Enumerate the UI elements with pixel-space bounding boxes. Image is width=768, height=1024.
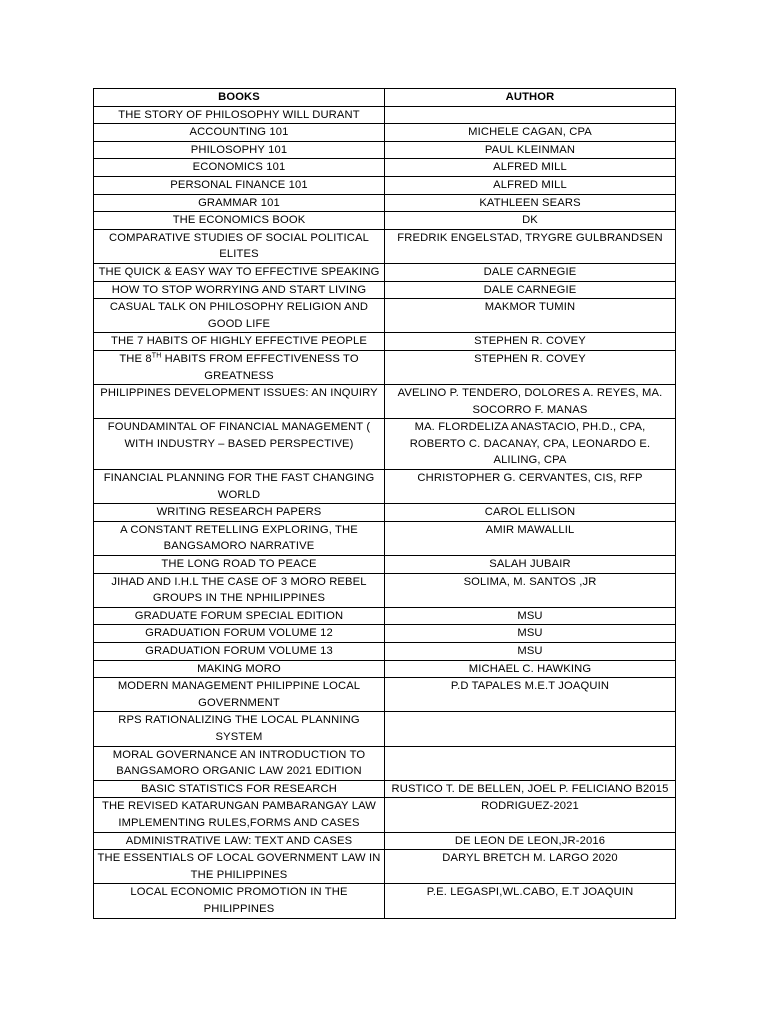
book-title-cell: ECONOMICS 101 xyxy=(94,159,385,177)
book-title-cell: MORAL GOVERNANCE AN INTRODUCTION TO BANGSAMORO ORGANIC LAW 2021 EDITION xyxy=(94,746,385,780)
book-title-cell: GRADUATION FORUM VOLUME 13 xyxy=(94,643,385,661)
book-title-cell: CASUAL TALK ON PHILOSOPHY RELIGION AND GOOD LIFE xyxy=(94,299,385,333)
author-cell: SOLIMA, M. SANTOS ,JR xyxy=(385,573,676,607)
author-cell xyxy=(385,712,676,746)
book-title-prefix: THE 8 xyxy=(119,352,152,365)
author-cell: MSU xyxy=(385,607,676,625)
book-title-cell: ADMINISTRATIVE LAW: TEXT AND CASES xyxy=(94,832,385,850)
book-title-cell: WRITING RESEARCH PAPERS xyxy=(94,504,385,522)
book-title-cell: THE STORY OF PHILOSOPHY WILL DURANT xyxy=(94,106,385,124)
table-row xyxy=(94,229,676,263)
table-row xyxy=(94,521,676,555)
table-row xyxy=(94,106,676,124)
author-cell: AMIR MAWALLIL xyxy=(385,521,676,555)
author-column-header: AUTHOR xyxy=(385,89,676,107)
table-row xyxy=(94,176,676,194)
book-title-cell: THE 7 HABITS OF HIGHLY EFFECTIVE PEOPLE xyxy=(94,333,385,351)
table-row xyxy=(94,419,676,470)
book-title-suffix: HABITS FROM EFFECTIVENESS TO GREATNESS xyxy=(161,352,359,382)
book-title-cell: MAKING MORO xyxy=(94,660,385,678)
author-cell: KATHLEEN SEARS xyxy=(385,194,676,212)
table-row xyxy=(94,746,676,780)
author-cell: MSU xyxy=(385,625,676,643)
table-row xyxy=(94,333,676,351)
book-title-cell: PHILOSOPHY 101 xyxy=(94,141,385,159)
table-row xyxy=(94,607,676,625)
book-title-cell: HOW TO STOP WORRYING AND START LIVING xyxy=(94,281,385,299)
author-cell: MAKMOR TUMIN xyxy=(385,299,676,333)
book-title-cell: THE QUICK & EASY WAY TO EFFECTIVE SPEAKING xyxy=(94,263,385,281)
author-cell: FREDRIK ENGELSTAD, TRYGRE GULBRANDSEN xyxy=(385,229,676,263)
table-row xyxy=(94,299,676,333)
table-row xyxy=(94,194,676,212)
book-title-cell: A CONSTANT RETELLING EXPLORING, THE BANGSAMORO NARRATIVE xyxy=(94,521,385,555)
table-row xyxy=(94,470,676,504)
author-cell: DALE CARNEGIE xyxy=(385,281,676,299)
author-cell: P.D TAPALES M.E.T JOAQUIN xyxy=(385,678,676,712)
table-row xyxy=(94,573,676,607)
table-row xyxy=(94,263,676,281)
book-title-cell: ACCOUNTING 101 xyxy=(94,124,385,142)
author-cell xyxy=(385,746,676,780)
book-title-cell: GRADUATE FORUM SPECIAL EDITION xyxy=(94,607,385,625)
book-title-cell: COMPARATIVE STUDIES OF SOCIAL POLITICAL ELITES xyxy=(94,229,385,263)
book-title-cell: FINANCIAL PLANNING FOR THE FAST CHANGING WORLD xyxy=(94,470,385,504)
table-row xyxy=(94,678,676,712)
book-title-cell: FOUNDAMINTAL OF FINANCIAL MANAGEMENT ( WITH INDUSTRY – BASED PERSPECTIVE) xyxy=(94,419,385,470)
table-row xyxy=(94,212,676,230)
author-cell: STEPHEN R. COVEY xyxy=(385,333,676,351)
book-title-cell: LOCAL ECONOMIC PROMOTION IN THE PHILIPPINES xyxy=(94,884,385,918)
book-title-cell: PERSONAL FINANCE 101 xyxy=(94,176,385,194)
table-row xyxy=(94,124,676,142)
table-row xyxy=(94,281,676,299)
author-cell: DE LEON DE LEON,JR-2016 xyxy=(385,832,676,850)
book-title-superscript: TH xyxy=(151,352,162,360)
book-author-table xyxy=(93,88,676,919)
author-cell: RODRIGUEZ-2021 xyxy=(385,798,676,832)
table-row xyxy=(94,643,676,661)
book-title-cell: JIHAD AND I.H.L THE CASE OF 3 MORO REBEL GROUPS IN THE NPHILIPPINES xyxy=(94,573,385,607)
author-cell xyxy=(385,106,676,124)
table-row xyxy=(94,712,676,746)
book-title-cell xyxy=(94,350,385,384)
author-cell: CAROL ELLISON xyxy=(385,504,676,522)
table-row xyxy=(94,850,676,884)
book-title-cell: THE ESSENTIALS OF LOCAL GOVERNMENT LAW IN THE PHILIPPINES xyxy=(94,850,385,884)
book-title-cell: THE ECONOMICS BOOK xyxy=(94,212,385,230)
author-cell: RUSTICO T. DE BELLEN, JOEL P. FELICIANO B2015 xyxy=(385,780,676,798)
book-title-cell: MODERN MANAGEMENT PHILIPPINE LOCAL GOVERNMENT xyxy=(94,678,385,712)
table-row xyxy=(94,141,676,159)
author-cell: CHRISTOPHER G. CERVANTES, CIS, RFP xyxy=(385,470,676,504)
book-title-cell: RPS RATIONALIZING THE LOCAL PLANNING SYSTEM xyxy=(94,712,385,746)
table-row xyxy=(94,556,676,574)
book-title-cell: THE REVISED KATARUNGAN PAMBARANGAY LAW IMPLEMENTING RULES,FORMS AND CASES xyxy=(94,798,385,832)
author-cell: DK xyxy=(385,212,676,230)
author-cell: MA. FLORDELIZA ANASTACIO, PH.D., CPA, ROBERTO C. DACANAY, CPA, LEONARDO E. ALILING, CPA xyxy=(385,419,676,470)
book-title-cell: GRADUATION FORUM VOLUME 12 xyxy=(94,625,385,643)
table-row xyxy=(94,350,676,384)
book-title-cell: PHILIPPINES DEVELOPMENT ISSUES: AN INQUIRY xyxy=(94,385,385,419)
author-cell: MSU xyxy=(385,643,676,661)
table-body xyxy=(94,106,676,918)
table-row xyxy=(94,798,676,832)
book-title-cell: BASIC STATISTICS FOR RESEARCH xyxy=(94,780,385,798)
author-cell: MICHAEL C. HAWKING xyxy=(385,660,676,678)
author-cell: MICHELE CAGAN, CPA xyxy=(385,124,676,142)
author-cell: P.E. LEGASPI,WL.CABO, E.T JOAQUIN xyxy=(385,884,676,918)
table-header-row xyxy=(94,89,676,107)
book-title-cell: THE LONG ROAD TO PEACE xyxy=(94,556,385,574)
table-row xyxy=(94,625,676,643)
book-title-cell: GRAMMAR 101 xyxy=(94,194,385,212)
books-column-header: BOOKS xyxy=(94,89,385,107)
author-cell: DARYL BRETCH M. LARGO 2020 xyxy=(385,850,676,884)
author-cell: ALFRED MILL xyxy=(385,176,676,194)
table-row xyxy=(94,832,676,850)
author-cell: ALFRED MILL xyxy=(385,159,676,177)
table-row xyxy=(94,159,676,177)
author-cell: PAUL KLEINMAN xyxy=(385,141,676,159)
table-row xyxy=(94,504,676,522)
table-row xyxy=(94,385,676,419)
table-row xyxy=(94,780,676,798)
author-cell: STEPHEN R. COVEY xyxy=(385,350,676,384)
author-cell: DALE CARNEGIE xyxy=(385,263,676,281)
table-row xyxy=(94,660,676,678)
author-cell: SALAH JUBAIR xyxy=(385,556,676,574)
table-row xyxy=(94,884,676,918)
author-cell: AVELINO P. TENDERO, DOLORES A. REYES, MA. SOCORRO F. MANAS xyxy=(385,385,676,419)
